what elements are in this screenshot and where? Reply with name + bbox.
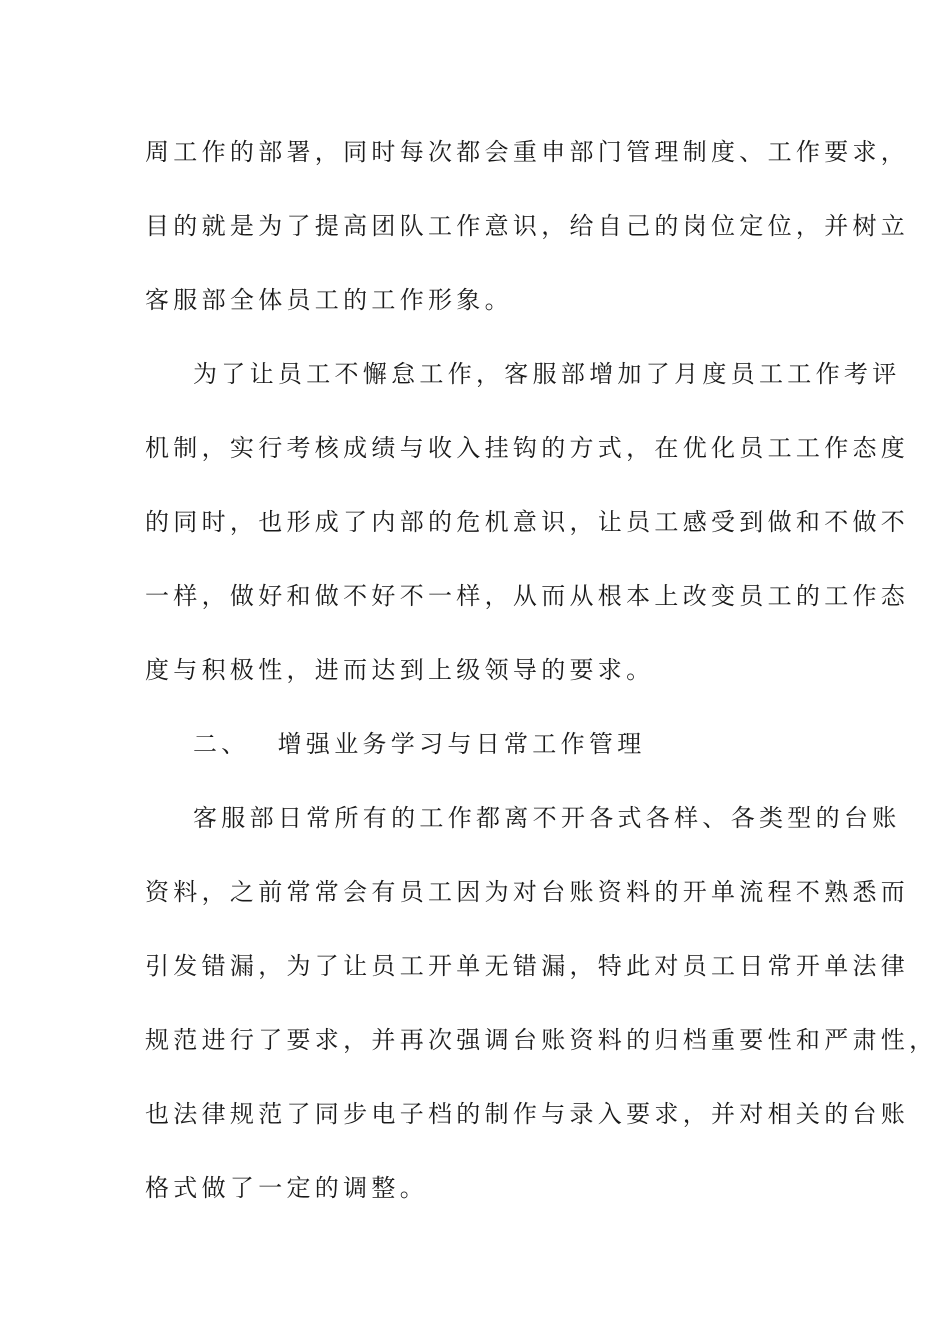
paragraph-line: 客服部日常所有的工作都离不开各式各样、各类型的台账 (193, 804, 901, 832)
paragraph-line: 规范进行了要求，并再次强调台账资料的归档重要性和严肃性， (145, 1026, 938, 1054)
paragraph-line: 格式做了一定的调整。 (145, 1174, 428, 1202)
paragraph-line: 引发错漏，为了让员工开单无错漏，特此对员工日常开单法律 (145, 952, 910, 980)
paragraph-line: 机制，实行考核成绩与收入挂钩的方式，在优化员工工作态度 (145, 434, 910, 462)
paragraph-line: 周工作的部署，同时每次都会重申部门管理制度、工作要求， (145, 138, 910, 166)
section-heading (193, 728, 810, 760)
paragraph-line: 资料，之前常常会有员工因为对台账资料的开单流程不熟悉而 (145, 878, 910, 906)
paragraph-line: 为了让员工不懈怠工作，客服部增加了月度员工工作考评 (193, 360, 901, 388)
paragraph-line: 一样，做好和做不好不一样，从而从根本上改变员工的工作态 (145, 582, 910, 610)
section-number: 二、 (193, 730, 250, 758)
section-title: 增强业务学习与日常工作管理 (277, 730, 646, 758)
paragraph-line: 的同时，也形成了内部的危机意识，让员工感受到做和不做不 (145, 508, 910, 536)
paragraph-line: 度与积极性，进而达到上级领导的要求。 (145, 656, 655, 684)
paragraph-line: 客服部全体员工的工作形象。 (145, 286, 513, 314)
paragraph-line: 也法律规范了同步电子档的制作与录入要求，并对相关的台账 (145, 1100, 910, 1128)
paragraph-line: 目的就是为了提高团队工作意识，给自己的岗位定位，并树立 (145, 212, 910, 240)
